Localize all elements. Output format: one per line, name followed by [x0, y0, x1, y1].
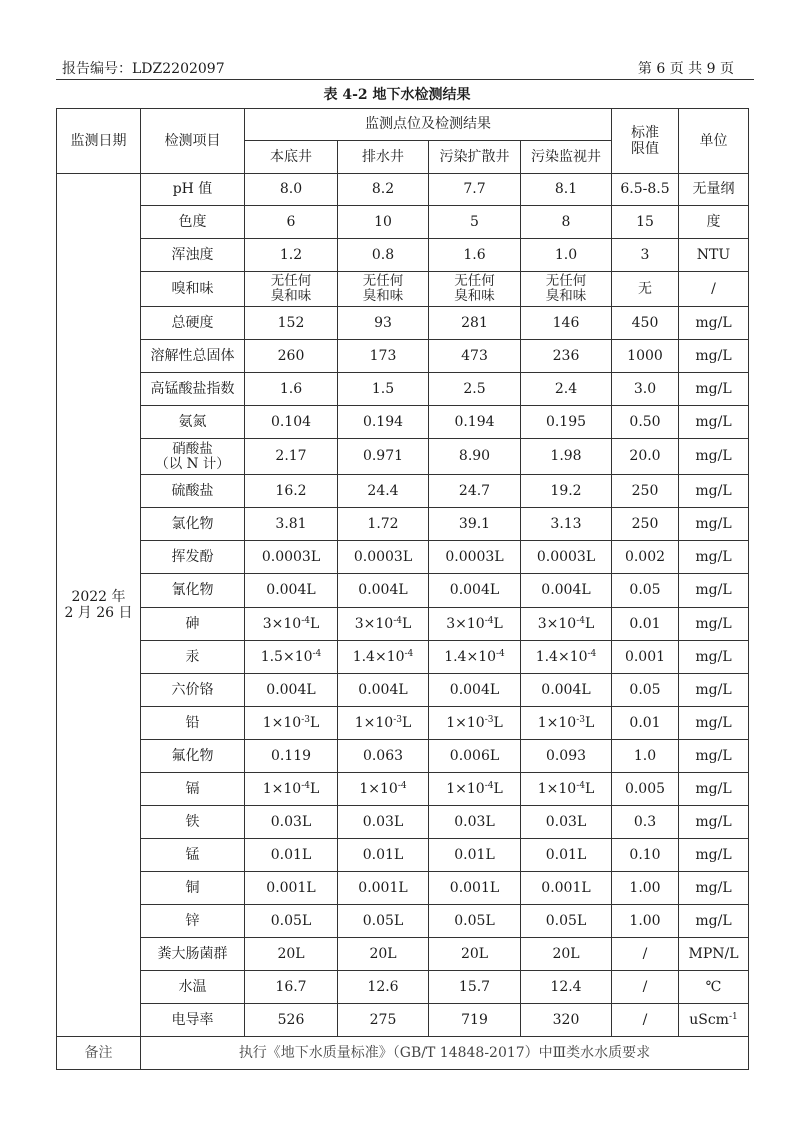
value-cell: 0.03L [521, 806, 612, 839]
value-cell: 0.001L [429, 872, 521, 905]
value-cell: 1.2 [245, 239, 338, 272]
limit-cell: 0.005 [612, 773, 679, 806]
limit-cell: 1.00 [612, 872, 679, 905]
value-cell: 1.98 [521, 439, 612, 475]
value-cell: 1.6 [429, 239, 521, 272]
item-cell: 氨氮 [141, 406, 245, 439]
value-cell: 5 [429, 206, 521, 239]
table-body [57, 174, 749, 1037]
value-cell: 2.5 [429, 373, 521, 406]
value-cell: 3.81 [245, 508, 338, 541]
value-cell: 1.5 [338, 373, 429, 406]
value-cell: 无任何 臭和味 [521, 272, 612, 307]
unit-cell: NTU [679, 239, 749, 272]
value-cell: 0.119 [245, 740, 338, 773]
value-cell: 0.104 [245, 406, 338, 439]
value-cell: 无任何 臭和味 [245, 272, 338, 307]
value-cell: 无任何 臭和味 [338, 272, 429, 307]
value-cell: 12.6 [338, 971, 429, 1004]
unit-cell: mg/L [679, 439, 749, 475]
unit-cell: mg/L [679, 373, 749, 406]
unit-cell: mg/L [679, 608, 749, 641]
limit-cell: 3 [612, 239, 679, 272]
value-cell: 260 [245, 340, 338, 373]
table-row [57, 574, 749, 608]
value-cell: 275 [338, 1004, 429, 1037]
value-cell: $3\times 10^{-4}L$ [245, 608, 338, 641]
value-cell: 0.05L [521, 905, 612, 938]
value-cell: 7.7 [429, 174, 521, 206]
value-cell: 0.05L [429, 905, 521, 938]
value-cell: 12.4 [521, 971, 612, 1004]
limit-cell: 450 [612, 307, 679, 340]
limit-cell: 1000 [612, 340, 679, 373]
unit-cell: mg/L [679, 905, 749, 938]
value-cell: 0.0003L [521, 541, 612, 574]
unit-cell: mg/L [679, 839, 749, 872]
item-cell: pH 值 [141, 174, 245, 206]
value-cell: 16.2 [245, 475, 338, 508]
item-cell: 镉 [141, 773, 245, 806]
value-cell: 24.4 [338, 475, 429, 508]
value-cell: 1.6 [245, 373, 338, 406]
value-cell: 0.194 [338, 406, 429, 439]
limit-cell: 0.3 [612, 806, 679, 839]
value-cell: $1\times 10^{-4}L$ [429, 773, 521, 806]
value-cell: 39.1 [429, 508, 521, 541]
col-point: 本底井 [245, 141, 338, 174]
limit-cell: 0.002 [612, 541, 679, 574]
item-cell: 色度 [141, 206, 245, 239]
value-cell: 0.8 [338, 239, 429, 272]
value-cell: 0.0003L [338, 541, 429, 574]
table-row [57, 905, 749, 938]
value-cell: 0.004L [245, 674, 338, 707]
value-cell: 719 [429, 1004, 521, 1037]
value-cell: 0.004L [338, 574, 429, 608]
unit-cell: mg/L [679, 574, 749, 608]
value-cell: $1\times 10^{-3}L$ [338, 707, 429, 740]
value-cell: 0.0003L [429, 541, 521, 574]
unit-cell: mg/L [679, 707, 749, 740]
unit-cell: mg/L [679, 340, 749, 373]
table-row [57, 641, 749, 674]
table-row [57, 541, 749, 574]
item-cell: 砷 [141, 608, 245, 641]
table-row [57, 740, 749, 773]
value-cell: 0.03L [338, 806, 429, 839]
value-cell: 473 [429, 340, 521, 373]
value-cell: 0.194 [429, 406, 521, 439]
item-cell: 铅 [141, 707, 245, 740]
item-cell: 水温 [141, 971, 245, 1004]
limit-cell: 0.05 [612, 574, 679, 608]
value-cell: 8.2 [338, 174, 429, 206]
table-row [57, 307, 749, 340]
unit-cell: mg/L [679, 508, 749, 541]
value-cell: 0.05L [338, 905, 429, 938]
value-cell: 20L [429, 938, 521, 971]
value-cell: 93 [338, 307, 429, 340]
item-cell: 氟化物 [141, 740, 245, 773]
item-cell: 浑浊度 [141, 239, 245, 272]
value-cell: 0.0003L [245, 541, 338, 574]
value-cell: $1\times 10^{-4}L$ [245, 773, 338, 806]
unit-cell: mg/L [679, 406, 749, 439]
limit-cell: 0.05 [612, 674, 679, 707]
item-cell: 氰化物 [141, 574, 245, 608]
value-cell: 0.971 [338, 439, 429, 475]
value-cell: 236 [521, 340, 612, 373]
unit-cell: mg/L [679, 541, 749, 574]
col-point: 污染扩散井 [429, 141, 521, 174]
value-cell: $1\times 10^{-3}L$ [245, 707, 338, 740]
unit-cell: mg/L [679, 475, 749, 508]
table-row [57, 475, 749, 508]
value-cell: 0.03L [429, 806, 521, 839]
limit-cell: / [612, 1004, 679, 1037]
unit-cell: / [679, 272, 749, 307]
value-cell: 1.72 [338, 508, 429, 541]
item-cell: 六价铬 [141, 674, 245, 707]
value-cell: 8 [521, 206, 612, 239]
header-divider [56, 79, 754, 80]
value-cell: 320 [521, 1004, 612, 1037]
value-cell: 146 [521, 307, 612, 340]
table-row [57, 971, 749, 1004]
col-limit: 标准 限值 [612, 109, 679, 174]
table-row [57, 773, 749, 806]
item-cell: 挥发酚 [141, 541, 245, 574]
value-cell: 20L [521, 938, 612, 971]
value-cell: $3\times 10^{-4}L$ [521, 608, 612, 641]
table-row [57, 174, 749, 206]
unit-cell: mg/L [679, 872, 749, 905]
value-cell: 15.7 [429, 971, 521, 1004]
table-row [57, 674, 749, 707]
table-row [57, 707, 749, 740]
value-cell: 0.004L [429, 674, 521, 707]
value-cell: 2.4 [521, 373, 612, 406]
limit-cell: / [612, 971, 679, 1004]
value-cell: 281 [429, 307, 521, 340]
table-row [57, 340, 749, 373]
unit-cell: ℃ [679, 971, 749, 1004]
value-cell: $1.4\times 10^{-4}$ [429, 641, 521, 674]
value-cell: 0.006L [429, 740, 521, 773]
value-cell: $1\times 10^{-3}L$ [429, 707, 521, 740]
table-row [57, 508, 749, 541]
value-cell: 0.05L [245, 905, 338, 938]
item-cell: 溶解性总固体 [141, 340, 245, 373]
item-cell: 氯化物 [141, 508, 245, 541]
limit-cell: 6.5-8.5 [612, 174, 679, 206]
value-cell: 0.01L [521, 839, 612, 872]
note-row [57, 1037, 749, 1070]
unit-cell: 度 [679, 206, 749, 239]
value-cell: $1\times 10^{-4}$ [338, 773, 429, 806]
limit-cell: 0.01 [612, 608, 679, 641]
limit-cell: 3.0 [612, 373, 679, 406]
value-cell: 0.001L [338, 872, 429, 905]
item-cell: 总硬度 [141, 307, 245, 340]
table-row [57, 872, 749, 905]
value-cell: $1.4\times 10^{-4}$ [521, 641, 612, 674]
value-cell: 173 [338, 340, 429, 373]
value-cell: 10 [338, 206, 429, 239]
table-row [57, 938, 749, 971]
limit-cell: 无 [612, 272, 679, 307]
limit-cell: / [612, 938, 679, 971]
value-cell: 0.01L [338, 839, 429, 872]
limit-cell: 1.00 [612, 905, 679, 938]
table-title: 表 4-2 地下水检测结果 [323, 87, 471, 103]
limit-cell: 0.50 [612, 406, 679, 439]
unit-cell: mg/L [679, 740, 749, 773]
item-cell: 锰 [141, 839, 245, 872]
value-cell: 0.004L [338, 674, 429, 707]
value-cell: $3\times 10^{-4}L$ [338, 608, 429, 641]
value-cell: 8.0 [245, 174, 338, 206]
results-table [56, 108, 749, 1070]
limit-cell: 250 [612, 508, 679, 541]
value-cell: 0.004L [245, 574, 338, 608]
table-row [57, 1004, 749, 1037]
item-cell: 铜 [141, 872, 245, 905]
value-cell: 0.063 [338, 740, 429, 773]
value-cell: 0.004L [521, 574, 612, 608]
limit-cell: 1.0 [612, 740, 679, 773]
table-row [57, 239, 749, 272]
table-row [57, 206, 749, 239]
value-cell: 2.17 [245, 439, 338, 475]
value-cell: 16.7 [245, 971, 338, 1004]
value-cell: 1.0 [521, 239, 612, 272]
item-cell: 铁 [141, 806, 245, 839]
col-unit: 单位 [679, 109, 749, 174]
col-item: 检测项目 [141, 109, 245, 174]
item-cell: 硫酸盐 [141, 475, 245, 508]
value-cell: 0.03L [245, 806, 338, 839]
value-cell: 无任何 臭和味 [429, 272, 521, 307]
item-cell: 粪大肠菌群 [141, 938, 245, 971]
limit-cell: 15 [612, 206, 679, 239]
limit-cell: 0.10 [612, 839, 679, 872]
unit-cell: uScm$^{-1}$ [679, 1004, 749, 1037]
value-cell: 152 [245, 307, 338, 340]
unit-cell: mg/L [679, 806, 749, 839]
table-row [57, 439, 749, 475]
value-cell: 20L [338, 938, 429, 971]
value-cell: $1.5\times 10^{-4}$ [245, 641, 338, 674]
monitoring-date: 2022 年 2 月 26 日 [57, 174, 141, 1037]
col-point: 排水井 [338, 141, 429, 174]
limit-cell: 20.0 [612, 439, 679, 475]
unit-cell: mg/L [679, 674, 749, 707]
table-row [57, 608, 749, 641]
page-indicator: 第 6 页 共 9 页 [637, 61, 734, 77]
value-cell: $1.4\times 10^{-4}$ [338, 641, 429, 674]
table-row [57, 806, 749, 839]
limit-cell: 250 [612, 475, 679, 508]
value-cell: 19.2 [521, 475, 612, 508]
limit-cell: 0.01 [612, 707, 679, 740]
value-cell: 0.01L [245, 839, 338, 872]
unit-cell: MPN/L [679, 938, 749, 971]
value-cell: 20L [245, 938, 338, 971]
value-cell: 0.001L [245, 872, 338, 905]
value-cell: 0.004L [521, 674, 612, 707]
value-cell: 24.7 [429, 475, 521, 508]
item-cell: 嗅和味 [141, 272, 245, 307]
item-cell: 锌 [141, 905, 245, 938]
col-point: 污染监视井 [521, 141, 612, 174]
table-row [57, 272, 749, 307]
table-row [57, 373, 749, 406]
value-cell: 3.13 [521, 508, 612, 541]
value-cell: 8.90 [429, 439, 521, 475]
limit-cell: 0.001 [612, 641, 679, 674]
value-cell: 0.004L [429, 574, 521, 608]
item-cell: 电导率 [141, 1004, 245, 1037]
col-date: 监测日期 [57, 109, 141, 174]
value-cell: $3\times 10^{-4}L$ [429, 608, 521, 641]
item-cell: 硝酸盐 （以 N 计） [141, 439, 245, 475]
value-cell: 6 [245, 206, 338, 239]
table-row [57, 839, 749, 872]
value-cell: 0.093 [521, 740, 612, 773]
value-cell: 0.195 [521, 406, 612, 439]
col-points-group: 监测点位及检测结果 [245, 109, 612, 141]
unit-cell: 无量纲 [679, 174, 749, 206]
value-cell: $1\times 10^{-4}L$ [521, 773, 612, 806]
unit-cell: mg/L [679, 773, 749, 806]
unit-cell: mg/L [679, 307, 749, 340]
table-row [57, 406, 749, 439]
item-cell: 高锰酸盐指数 [141, 373, 245, 406]
note-label: 备注 [57, 1037, 141, 1070]
value-cell: 8.1 [521, 174, 612, 206]
value-cell: 0.01L [429, 839, 521, 872]
value-cell: 0.001L [521, 872, 612, 905]
item-cell: 汞 [141, 641, 245, 674]
value-cell: 526 [245, 1004, 338, 1037]
note-text: 执行《地下水质量标准》（GB/T 14848-2017）中Ⅲ类水水质要求 [141, 1037, 749, 1070]
report-number: 报告编号：LDZ2202097 [62, 61, 225, 77]
value-cell: $1\times 10^{-3}L$ [521, 707, 612, 740]
unit-cell: mg/L [679, 641, 749, 674]
